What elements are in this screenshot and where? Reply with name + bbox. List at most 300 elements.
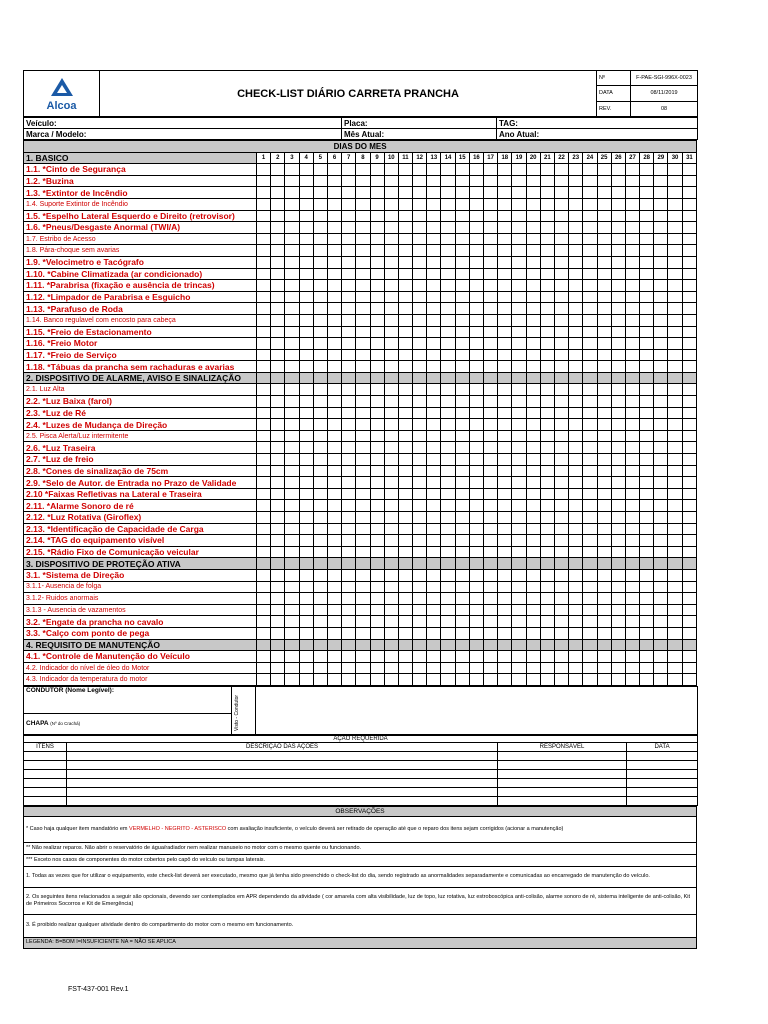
day-check-cell[interactable] <box>398 535 412 547</box>
day-check-cell[interactable] <box>611 407 625 419</box>
day-check-cell[interactable] <box>682 651 697 663</box>
day-check-cell[interactable] <box>257 593 271 605</box>
day-check-cell[interactable] <box>455 500 469 512</box>
day-check-cell[interactable] <box>327 256 341 268</box>
day-check-cell[interactable] <box>313 569 327 581</box>
day-check-cell[interactable] <box>512 488 526 500</box>
day-check-cell[interactable] <box>441 280 455 292</box>
day-check-cell[interactable] <box>611 442 625 454</box>
day-check-cell[interactable] <box>469 280 483 292</box>
day-check-cell[interactable] <box>512 187 526 199</box>
day-check-cell[interactable] <box>342 291 356 303</box>
day-check-cell[interactable] <box>498 384 512 396</box>
day-check-cell[interactable] <box>484 361 498 373</box>
day-check-cell[interactable] <box>356 430 370 442</box>
day-check-cell[interactable] <box>597 419 611 431</box>
day-check-cell[interactable] <box>611 616 625 628</box>
day-check-cell[interactable] <box>625 488 639 500</box>
day-check-cell[interactable] <box>484 175 498 187</box>
day-check-cell[interactable] <box>469 523 483 535</box>
day-check-cell[interactable] <box>384 175 398 187</box>
day-check-cell[interactable] <box>342 674 356 686</box>
day-check-cell[interactable] <box>640 593 654 605</box>
day-check-cell[interactable] <box>654 187 668 199</box>
day-check-cell[interactable] <box>398 314 412 326</box>
day-check-cell[interactable] <box>455 546 469 558</box>
day-check-cell[interactable] <box>597 604 611 616</box>
day-check-cell[interactable] <box>427 465 441 477</box>
day-check-cell[interactable] <box>384 303 398 315</box>
day-check-cell[interactable] <box>271 396 285 408</box>
day-check-cell[interactable] <box>554 523 568 535</box>
day-check-cell[interactable] <box>441 569 455 581</box>
day-check-cell[interactable] <box>285 280 299 292</box>
day-check-cell[interactable] <box>299 384 313 396</box>
day-check-cell[interactable] <box>484 593 498 605</box>
day-check-cell[interactable] <box>413 280 427 292</box>
day-check-cell[interactable] <box>640 569 654 581</box>
day-check-cell[interactable] <box>597 442 611 454</box>
day-check-cell[interactable] <box>342 430 356 442</box>
day-check-cell[interactable] <box>554 210 568 222</box>
day-check-cell[interactable] <box>441 314 455 326</box>
day-check-cell[interactable] <box>327 175 341 187</box>
day-check-cell[interactable] <box>611 535 625 547</box>
day-check-cell[interactable] <box>455 268 469 280</box>
day-check-cell[interactable] <box>469 245 483 257</box>
day-check-cell[interactable] <box>327 314 341 326</box>
day-check-cell[interactable] <box>654 175 668 187</box>
day-check-cell[interactable] <box>682 338 697 350</box>
day-check-cell[interactable] <box>342 164 356 176</box>
day-check-cell[interactable] <box>370 384 384 396</box>
day-check-cell[interactable] <box>540 651 554 663</box>
day-check-cell[interactable] <box>498 256 512 268</box>
day-check-cell[interactable] <box>313 314 327 326</box>
day-check-cell[interactable] <box>611 164 625 176</box>
day-check-cell[interactable] <box>257 222 271 234</box>
day-check-cell[interactable] <box>370 651 384 663</box>
day-check-cell[interactable] <box>427 442 441 454</box>
day-check-cell[interactable] <box>682 546 697 558</box>
day-check-cell[interactable] <box>498 222 512 234</box>
day-check-cell[interactable] <box>597 314 611 326</box>
day-check-cell[interactable] <box>356 164 370 176</box>
day-check-cell[interactable] <box>257 384 271 396</box>
day-check-cell[interactable] <box>569 349 583 361</box>
day-check-cell[interactable] <box>540 465 554 477</box>
day-check-cell[interactable] <box>285 662 299 674</box>
day-check-cell[interactable] <box>384 662 398 674</box>
day-check-cell[interactable] <box>569 280 583 292</box>
day-check-cell[interactable] <box>512 326 526 338</box>
day-check-cell[interactable] <box>512 175 526 187</box>
day-check-cell[interactable] <box>356 546 370 558</box>
day-check-cell[interactable] <box>526 593 540 605</box>
day-check-cell[interactable] <box>299 198 313 210</box>
day-check-cell[interactable] <box>554 535 568 547</box>
day-check-cell[interactable] <box>597 396 611 408</box>
day-check-cell[interactable] <box>597 361 611 373</box>
day-check-cell[interactable] <box>654 662 668 674</box>
day-check-cell[interactable] <box>313 210 327 222</box>
day-check-cell[interactable] <box>285 175 299 187</box>
day-check-cell[interactable] <box>554 593 568 605</box>
day-check-cell[interactable] <box>469 268 483 280</box>
day-check-cell[interactable] <box>455 326 469 338</box>
day-check-cell[interactable] <box>569 674 583 686</box>
day-check-cell[interactable] <box>654 604 668 616</box>
day-check-cell[interactable] <box>342 465 356 477</box>
acao-entry-cell[interactable] <box>24 796 67 805</box>
day-check-cell[interactable] <box>299 535 313 547</box>
day-check-cell[interactable] <box>654 581 668 593</box>
day-check-cell[interactable] <box>597 303 611 315</box>
day-check-cell[interactable] <box>257 256 271 268</box>
day-check-cell[interactable] <box>398 198 412 210</box>
day-check-cell[interactable] <box>370 326 384 338</box>
day-check-cell[interactable] <box>398 280 412 292</box>
day-check-cell[interactable] <box>611 430 625 442</box>
day-check-cell[interactable] <box>498 569 512 581</box>
day-check-cell[interactable] <box>654 430 668 442</box>
day-check-cell[interactable] <box>540 454 554 466</box>
day-check-cell[interactable] <box>597 488 611 500</box>
day-check-cell[interactable] <box>413 488 427 500</box>
day-check-cell[interactable] <box>498 233 512 245</box>
day-check-cell[interactable] <box>569 593 583 605</box>
day-check-cell[interactable] <box>569 616 583 628</box>
day-check-cell[interactable] <box>285 361 299 373</box>
day-check-cell[interactable] <box>682 361 697 373</box>
day-check-cell[interactable] <box>512 581 526 593</box>
day-check-cell[interactable] <box>271 662 285 674</box>
day-check-cell[interactable] <box>384 523 398 535</box>
day-check-cell[interactable] <box>327 222 341 234</box>
day-check-cell[interactable] <box>398 303 412 315</box>
day-check-cell[interactable] <box>384 326 398 338</box>
acao-entry-cell[interactable] <box>498 787 627 796</box>
day-check-cell[interactable] <box>526 569 540 581</box>
day-check-cell[interactable] <box>384 245 398 257</box>
day-check-cell[interactable] <box>668 303 682 315</box>
day-check-cell[interactable] <box>342 198 356 210</box>
day-check-cell[interactable] <box>413 535 427 547</box>
day-check-cell[interactable] <box>625 569 639 581</box>
day-check-cell[interactable] <box>313 361 327 373</box>
day-check-cell[interactable] <box>271 361 285 373</box>
day-check-cell[interactable] <box>668 338 682 350</box>
day-check-cell[interactable] <box>356 419 370 431</box>
day-check-cell[interactable] <box>526 303 540 315</box>
day-check-cell[interactable] <box>370 616 384 628</box>
day-check-cell[interactable] <box>427 361 441 373</box>
day-check-cell[interactable] <box>512 361 526 373</box>
day-check-cell[interactable] <box>469 256 483 268</box>
acao-entry-cell[interactable] <box>67 760 498 769</box>
day-check-cell[interactable] <box>540 210 554 222</box>
day-check-cell[interactable] <box>668 210 682 222</box>
day-check-cell[interactable] <box>441 256 455 268</box>
day-check-cell[interactable] <box>327 361 341 373</box>
day-check-cell[interactable] <box>342 245 356 257</box>
day-check-cell[interactable] <box>285 349 299 361</box>
day-check-cell[interactable] <box>427 604 441 616</box>
day-check-cell[interactable] <box>583 280 597 292</box>
day-check-cell[interactable] <box>640 164 654 176</box>
day-check-cell[interactable] <box>654 477 668 489</box>
day-check-cell[interactable] <box>498 407 512 419</box>
day-check-cell[interactable] <box>583 616 597 628</box>
day-check-cell[interactable] <box>327 477 341 489</box>
day-check-cell[interactable] <box>384 674 398 686</box>
day-check-cell[interactable] <box>384 256 398 268</box>
day-check-cell[interactable] <box>640 338 654 350</box>
day-check-cell[interactable] <box>526 291 540 303</box>
day-check-cell[interactable] <box>597 465 611 477</box>
day-check-cell[interactable] <box>384 396 398 408</box>
day-check-cell[interactable] <box>299 616 313 628</box>
day-check-cell[interactable] <box>398 465 412 477</box>
day-check-cell[interactable] <box>569 407 583 419</box>
day-check-cell[interactable] <box>569 222 583 234</box>
day-check-cell[interactable] <box>611 268 625 280</box>
day-check-cell[interactable] <box>413 187 427 199</box>
day-check-cell[interactable] <box>384 593 398 605</box>
day-check-cell[interactable] <box>342 326 356 338</box>
day-check-cell[interactable] <box>327 662 341 674</box>
day-check-cell[interactable] <box>384 187 398 199</box>
day-check-cell[interactable] <box>569 175 583 187</box>
day-check-cell[interactable] <box>413 164 427 176</box>
day-check-cell[interactable] <box>455 361 469 373</box>
day-check-cell[interactable] <box>441 477 455 489</box>
day-check-cell[interactable] <box>257 314 271 326</box>
day-check-cell[interactable] <box>271 164 285 176</box>
day-check-cell[interactable] <box>356 477 370 489</box>
day-check-cell[interactable] <box>313 616 327 628</box>
day-check-cell[interactable] <box>625 535 639 547</box>
day-check-cell[interactable] <box>512 662 526 674</box>
day-check-cell[interactable] <box>569 268 583 280</box>
day-check-cell[interactable] <box>540 430 554 442</box>
day-check-cell[interactable] <box>441 512 455 524</box>
day-check-cell[interactable] <box>384 407 398 419</box>
day-check-cell[interactable] <box>271 175 285 187</box>
day-check-cell[interactable] <box>342 361 356 373</box>
acao-entry-cell[interactable] <box>67 769 498 778</box>
day-check-cell[interactable] <box>484 604 498 616</box>
day-check-cell[interactable] <box>427 546 441 558</box>
day-check-cell[interactable] <box>299 291 313 303</box>
day-check-cell[interactable] <box>285 187 299 199</box>
day-check-cell[interactable] <box>540 338 554 350</box>
day-check-cell[interactable] <box>413 512 427 524</box>
day-check-cell[interactable] <box>441 454 455 466</box>
day-check-cell[interactable] <box>455 407 469 419</box>
day-check-cell[interactable] <box>554 349 568 361</box>
day-check-cell[interactable] <box>370 245 384 257</box>
day-check-cell[interactable] <box>441 349 455 361</box>
day-check-cell[interactable] <box>668 662 682 674</box>
day-check-cell[interactable] <box>469 361 483 373</box>
day-check-cell[interactable] <box>512 349 526 361</box>
day-check-cell[interactable] <box>427 384 441 396</box>
day-check-cell[interactable] <box>313 442 327 454</box>
day-check-cell[interactable] <box>611 326 625 338</box>
day-check-cell[interactable] <box>469 384 483 396</box>
day-check-cell[interactable] <box>384 604 398 616</box>
day-check-cell[interactable] <box>611 477 625 489</box>
day-check-cell[interactable] <box>370 314 384 326</box>
day-check-cell[interactable] <box>327 512 341 524</box>
day-check-cell[interactable] <box>540 674 554 686</box>
day-check-cell[interactable] <box>668 465 682 477</box>
day-check-cell[interactable] <box>257 454 271 466</box>
day-check-cell[interactable] <box>554 291 568 303</box>
day-check-cell[interactable] <box>427 500 441 512</box>
day-check-cell[interactable] <box>413 326 427 338</box>
day-check-cell[interactable] <box>583 384 597 396</box>
day-check-cell[interactable] <box>554 500 568 512</box>
day-check-cell[interactable] <box>455 280 469 292</box>
day-check-cell[interactable] <box>654 210 668 222</box>
day-check-cell[interactable] <box>611 581 625 593</box>
day-check-cell[interactable] <box>625 593 639 605</box>
day-check-cell[interactable] <box>455 419 469 431</box>
day-check-cell[interactable] <box>540 280 554 292</box>
day-check-cell[interactable] <box>356 569 370 581</box>
day-check-cell[interactable] <box>285 465 299 477</box>
day-check-cell[interactable] <box>356 233 370 245</box>
day-check-cell[interactable] <box>469 465 483 477</box>
day-check-cell[interactable] <box>484 349 498 361</box>
day-check-cell[interactable] <box>668 198 682 210</box>
day-check-cell[interactable] <box>398 488 412 500</box>
day-check-cell[interactable] <box>498 326 512 338</box>
day-check-cell[interactable] <box>640 674 654 686</box>
day-check-cell[interactable] <box>356 454 370 466</box>
day-check-cell[interactable] <box>611 465 625 477</box>
day-check-cell[interactable] <box>342 419 356 431</box>
day-check-cell[interactable] <box>498 245 512 257</box>
day-check-cell[interactable] <box>512 593 526 605</box>
day-check-cell[interactable] <box>398 430 412 442</box>
day-check-cell[interactable] <box>654 338 668 350</box>
day-check-cell[interactable] <box>342 581 356 593</box>
day-check-cell[interactable] <box>313 419 327 431</box>
tag-field[interactable]: TAG: <box>497 118 698 129</box>
day-check-cell[interactable] <box>271 593 285 605</box>
day-check-cell[interactable] <box>370 222 384 234</box>
day-check-cell[interactable] <box>469 175 483 187</box>
day-check-cell[interactable] <box>597 384 611 396</box>
day-check-cell[interactable] <box>327 303 341 315</box>
day-check-cell[interactable] <box>498 314 512 326</box>
day-check-cell[interactable] <box>512 256 526 268</box>
day-check-cell[interactable] <box>469 454 483 466</box>
day-check-cell[interactable] <box>384 233 398 245</box>
day-check-cell[interactable] <box>682 303 697 315</box>
day-check-cell[interactable] <box>299 662 313 674</box>
day-check-cell[interactable] <box>625 291 639 303</box>
day-check-cell[interactable] <box>413 210 427 222</box>
day-check-cell[interactable] <box>668 326 682 338</box>
day-check-cell[interactable] <box>654 198 668 210</box>
day-check-cell[interactable] <box>342 396 356 408</box>
day-check-cell[interactable] <box>540 500 554 512</box>
day-check-cell[interactable] <box>583 291 597 303</box>
day-check-cell[interactable] <box>441 233 455 245</box>
day-check-cell[interactable] <box>611 361 625 373</box>
day-check-cell[interactable] <box>441 164 455 176</box>
day-check-cell[interactable] <box>356 187 370 199</box>
day-check-cell[interactable] <box>413 396 427 408</box>
day-check-cell[interactable] <box>682 477 697 489</box>
day-check-cell[interactable] <box>271 581 285 593</box>
day-check-cell[interactable] <box>384 465 398 477</box>
day-check-cell[interactable] <box>441 245 455 257</box>
day-check-cell[interactable] <box>512 314 526 326</box>
day-check-cell[interactable] <box>512 523 526 535</box>
day-check-cell[interactable] <box>554 268 568 280</box>
day-check-cell[interactable] <box>498 465 512 477</box>
day-check-cell[interactable] <box>384 454 398 466</box>
day-check-cell[interactable] <box>455 651 469 663</box>
day-check-cell[interactable] <box>285 268 299 280</box>
day-check-cell[interactable] <box>413 303 427 315</box>
day-check-cell[interactable] <box>398 419 412 431</box>
day-check-cell[interactable] <box>441 407 455 419</box>
day-check-cell[interactable] <box>370 338 384 350</box>
day-check-cell[interactable] <box>257 303 271 315</box>
day-check-cell[interactable] <box>413 338 427 350</box>
day-check-cell[interactable] <box>413 384 427 396</box>
day-check-cell[interactable] <box>427 233 441 245</box>
day-check-cell[interactable] <box>313 164 327 176</box>
day-check-cell[interactable] <box>327 593 341 605</box>
day-check-cell[interactable] <box>398 164 412 176</box>
day-check-cell[interactable] <box>271 326 285 338</box>
day-check-cell[interactable] <box>370 233 384 245</box>
day-check-cell[interactable] <box>654 326 668 338</box>
day-check-cell[interactable] <box>498 291 512 303</box>
day-check-cell[interactable] <box>512 396 526 408</box>
day-check-cell[interactable] <box>299 651 313 663</box>
day-check-cell[interactable] <box>625 419 639 431</box>
day-check-cell[interactable] <box>469 593 483 605</box>
day-check-cell[interactable] <box>427 581 441 593</box>
day-check-cell[interactable] <box>469 627 483 639</box>
day-check-cell[interactable] <box>526 361 540 373</box>
day-check-cell[interactable] <box>668 256 682 268</box>
day-check-cell[interactable] <box>384 210 398 222</box>
day-check-cell[interactable] <box>526 500 540 512</box>
day-check-cell[interactable] <box>285 581 299 593</box>
day-check-cell[interactable] <box>271 268 285 280</box>
acao-entry-cell[interactable] <box>627 796 698 805</box>
day-check-cell[interactable] <box>257 500 271 512</box>
day-check-cell[interactable] <box>526 175 540 187</box>
day-check-cell[interactable] <box>654 164 668 176</box>
day-check-cell[interactable] <box>370 280 384 292</box>
day-check-cell[interactable] <box>469 662 483 674</box>
day-check-cell[interactable] <box>625 314 639 326</box>
day-check-cell[interactable] <box>427 280 441 292</box>
day-check-cell[interactable] <box>285 488 299 500</box>
day-check-cell[interactable] <box>498 581 512 593</box>
day-check-cell[interactable] <box>271 280 285 292</box>
